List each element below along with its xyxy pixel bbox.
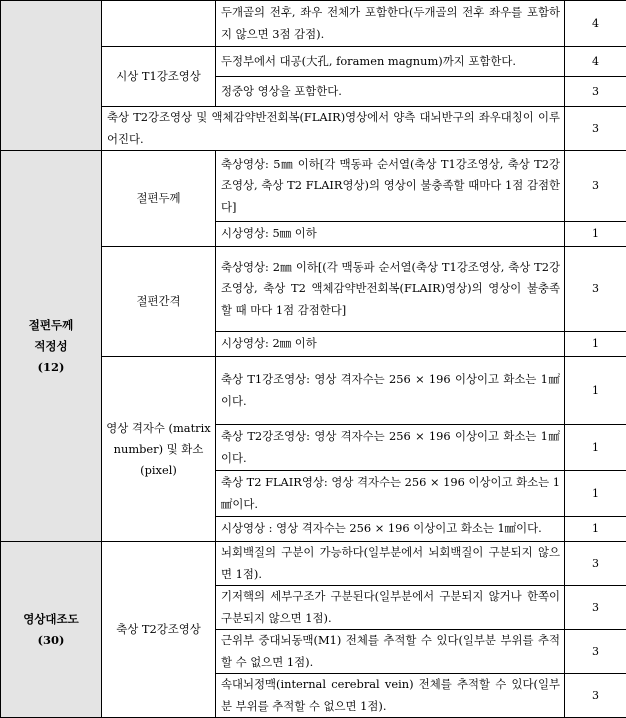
category-label: (12) (1, 357, 101, 378)
criterion-cell: 축상 T2강조영상 및 액체감약반전회복(FLAIR)영상에서 양측 대뇌반구의 좌우대칭이 이루어진다. (102, 107, 565, 151)
category-label: (30) (1, 630, 101, 651)
criterion-cell: 속대뇌정맥(internal cerebral vein) 전체를 추적할 수 있다(일부분 부위를 추적할 수 없으면 1점). (216, 674, 565, 718)
subcategory-cell: 절편두께 (102, 151, 216, 247)
score-cell: 3 (565, 107, 626, 151)
category-cell (1, 542, 102, 718)
score-cell: 1 (565, 517, 626, 542)
criterion-cell: 근위부 중대뇌동맥(M1) 전체를 추적할 수 있다(일부분 부위를 추적할 수 없으면 1점). (216, 630, 565, 674)
score-cell: 3 (565, 586, 626, 630)
score-cell: 1 (565, 471, 626, 517)
table-row (1, 151, 626, 222)
score-cell: 4 (565, 47, 626, 77)
subcategory-cell: 축상 T2강조영상 (102, 542, 216, 718)
criterion-cell: 정중앙 영상을 포함한다. (216, 77, 565, 107)
criterion-cell: 축상영상: 2㎜ 이하[(각 맥동파 순서열(축상 T1강조영상, 축상 T2강조영상, 축상 T2 액체감약반전회복(FLAIR)영상)의 영상이 불충족할 때 마다 1점 감점한다] (216, 247, 565, 332)
score-cell: 1 (565, 425, 626, 471)
score-cell: 3 (565, 630, 626, 674)
criterion-cell: 축상 T1강조영상: 영상 격자수는 256 × 196 이상이고 화소는 1㎟이다. (216, 357, 565, 425)
criterion-cell: 축상 T2 FLAIR영상: 영상 격자수는 256 × 196 이상이고 화소는 1㎟이다. (216, 471, 565, 517)
criterion-cell: 시상영상: 5㎜ 이하 (216, 222, 565, 247)
subcategory-cell: 시상 T1강조영상 (102, 47, 216, 107)
category-label: 영상대조도 (1, 609, 101, 630)
table-row (1, 542, 626, 586)
category-cell (1, 1, 102, 151)
category-label: 적정성 (1, 336, 101, 357)
category-label: 절편두께 (1, 315, 101, 336)
score-cell: 3 (565, 674, 626, 718)
score-cell: 1 (565, 332, 626, 357)
table-row (1, 1, 626, 47)
score-cell: 3 (565, 151, 626, 222)
criterion-cell: 두정부에서 대공(大孔, foramen magnum)까지 포함한다. (216, 47, 565, 77)
subcategory-cell: 영상 격자수 (matrix number) 및 화소(pixel) (102, 357, 216, 542)
score-cell: 3 (565, 77, 626, 107)
score-cell: 3 (565, 542, 626, 586)
criterion-cell: 시상영상 : 영상 격자수는 256 × 196 이상이고 화소는 1㎟이다. (216, 517, 565, 542)
score-cell: 1 (565, 222, 626, 247)
category-cell (1, 151, 102, 542)
criterion-cell: 축상영상: 5㎜ 이하[각 맥동파 순서열(축상 T1강조영상, 축상 T2강조영상, 축상 T2 FLAIR영상)의 영상이 불충족할 때마다 1점 감점한다] (216, 151, 565, 222)
criterion-cell: 기저핵의 세부구조가 구분된다(일부분에서 구분되지 않거나 한쪽이 구분되지 않으면 1점). (216, 586, 565, 630)
criterion-cell: 시상영상: 2㎜ 이하 (216, 332, 565, 357)
score-cell: 1 (565, 357, 626, 425)
subcategory-cell (102, 1, 216, 47)
criterion-cell: 두개골의 전후, 좌우 전체가 포함한다(두개골의 전후 좌우를 포함하지 않으면 3점 감점). (216, 1, 565, 47)
score-cell: 3 (565, 247, 626, 332)
criterion-cell: 축상 T2강조영상: 영상 격자수는 256 × 196 이상이고 화소는 1㎟이다. (216, 425, 565, 471)
criterion-cell: 뇌회백질의 구분이 가능하다(일부분에서 뇌회백질이 구분되지 않으면 1점). (216, 542, 565, 586)
score-cell: 4 (565, 1, 626, 47)
subcategory-cell: 절편간격 (102, 247, 216, 357)
